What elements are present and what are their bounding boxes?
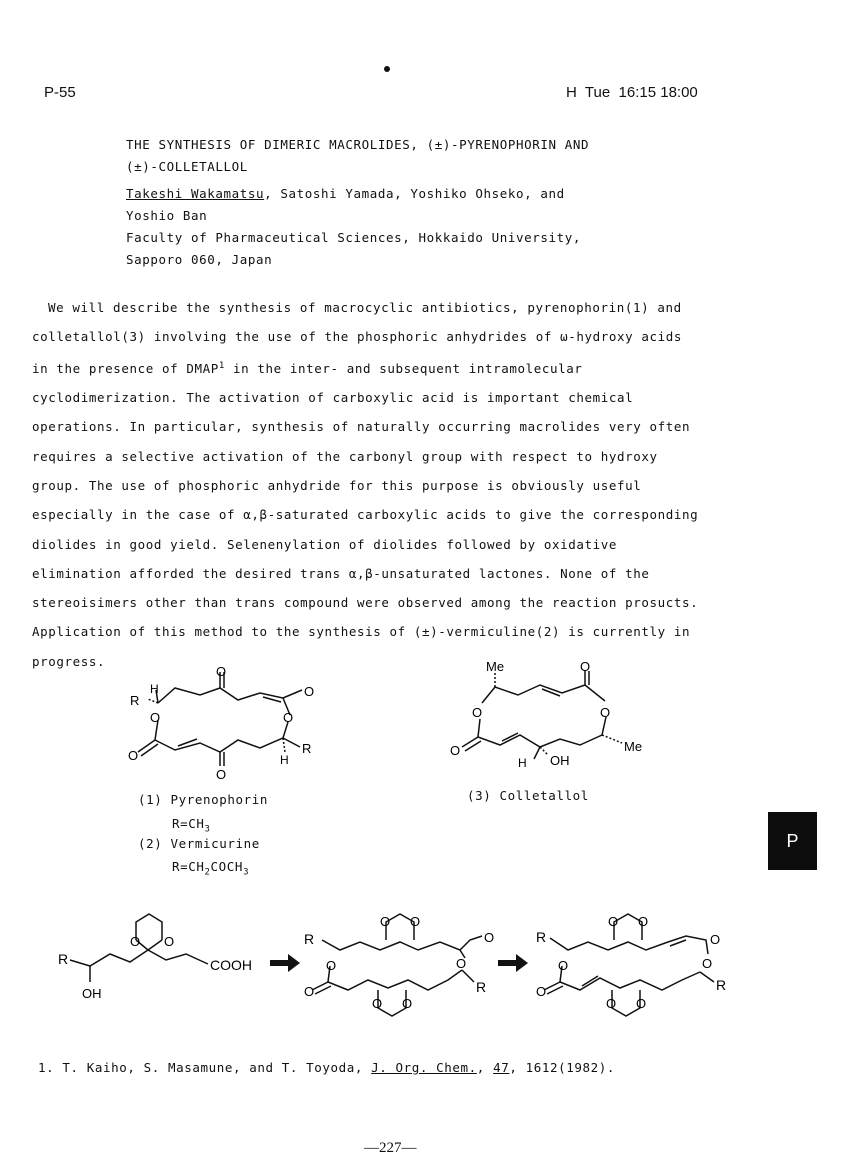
- author-block: [126, 183, 581, 271]
- pyrenophorin-caption: (1) Pyrenophorin: [138, 792, 269, 807]
- title-line-2: (±)-COLLETALLOL: [126, 159, 248, 174]
- ketal-oxygen: O: [402, 996, 413, 1011]
- abstract-line: colletallol(3) involving the use of the phosphoric anhydrides of ω-hydroxy acids: [32, 329, 683, 345]
- section-tab-p: P: [768, 812, 817, 870]
- colletallol-structure: [440, 655, 655, 770]
- affiliation-line-2: Sapporo 060, Japan: [126, 252, 273, 267]
- reference-separator: ,: [476, 1060, 494, 1075]
- ketone-oxygen: O: [216, 767, 227, 782]
- carbonyl-oxygen: O: [710, 932, 721, 947]
- h-label: H: [280, 753, 289, 767]
- hydroxyl-label: OH: [82, 986, 102, 1001]
- ketal-oxygen: O: [606, 996, 617, 1011]
- r-label: R: [304, 931, 315, 947]
- methyl-label: Me: [624, 739, 643, 754]
- subscript: 3: [243, 867, 250, 878]
- author-line-1: [126, 183, 581, 205]
- abstract-line: cyclodimerization. The activation of carboxylic acid is important chemical: [32, 390, 634, 406]
- r-label: R: [716, 977, 727, 993]
- ketal-oxygen: O: [372, 996, 383, 1011]
- ketal-oxygen: O: [380, 914, 391, 929]
- h-label: H: [518, 756, 527, 770]
- reaction-arrow-1: [270, 954, 300, 972]
- subscript: 3: [204, 824, 211, 835]
- ring-oxygen: O: [283, 710, 294, 725]
- abstract-line: group. The use of phosphoric anhydride for this purpose is obviously useful: [32, 477, 642, 493]
- synthesis-scheme: [50, 892, 740, 1032]
- pyrenophorin-r-group: [172, 816, 211, 835]
- methyl-label: Me: [486, 659, 505, 674]
- ring-oxygen: O: [456, 956, 467, 971]
- ketone-oxygen: O: [216, 664, 227, 679]
- r-group-text: R=CH: [172, 816, 205, 831]
- ring-oxygen: O: [472, 705, 483, 720]
- abstract-line: Application of this method to the synthesis of (±)-vermiculine(2) is currently in: [32, 624, 691, 640]
- colletallol-caption: (3) Colletallol: [467, 788, 589, 803]
- author-line-2: Yoshio Ban: [126, 208, 208, 223]
- ring-oxygen: O: [600, 705, 611, 720]
- reaction-arrow-2: [498, 954, 528, 972]
- ketal-oxygen: O: [636, 996, 647, 1011]
- reference-journal: J. Org. Chem.: [371, 1060, 477, 1075]
- abstract-text: in the presence of DMAP: [32, 360, 219, 376]
- reference-volume: 47: [493, 1060, 510, 1075]
- abstract-line: requires a selective activation of the carbonyl group with respect to hydroxy: [32, 448, 658, 464]
- printer-mark: [384, 66, 390, 72]
- abstract-line: [32, 352, 752, 383]
- affiliation-line-1: Faculty of Pharmaceutical Sciences, Hokkaido University,: [126, 230, 582, 245]
- ring-oxygen: O: [326, 958, 337, 973]
- carbonyl-oxygen: O: [128, 748, 139, 763]
- ring-oxygen: O: [150, 710, 161, 725]
- abstract-body: [32, 293, 752, 676]
- page-number: —227—: [364, 1140, 417, 1156]
- carbonyl-oxygen: O: [304, 984, 315, 999]
- footnote-marker: 1: [218, 360, 225, 371]
- coauthors: , Satoshi Yamada, Yoshiko Ohseko, and: [264, 186, 565, 201]
- r-label: R: [130, 693, 140, 708]
- abstract-line: diolides in good yield. Selenenylation of diolides followed by oxidative: [32, 536, 618, 552]
- ketal-oxygen: O: [608, 914, 619, 929]
- r-group-text: R=CH: [172, 859, 205, 874]
- pyrenophorin-structure: [120, 660, 330, 785]
- session-code: P-55: [44, 84, 76, 101]
- session-time: H Tue 16:15 18:00: [566, 84, 698, 101]
- reference-pages: , 1612(1982).: [509, 1060, 615, 1075]
- carbonyl-oxygen: O: [304, 684, 315, 699]
- hydroxyl-label: OH: [550, 753, 570, 768]
- vermicurine-r-group: [172, 859, 249, 878]
- ketal-oxygen: O: [130, 934, 141, 949]
- title-line-1: THE SYNTHESIS OF DIMERIC MACROLIDES, (±)-PYRENOPHORIN AND: [126, 137, 590, 152]
- carbonyl-oxygen: O: [450, 743, 461, 758]
- h-label: H: [150, 682, 159, 696]
- abstract-line: We will describe the synthesis of macrocyclic antibiotics, pyrenophorin(1) and: [48, 300, 682, 315]
- r-group-text: COCH: [210, 859, 244, 874]
- carbonyl-oxygen: O: [484, 930, 495, 945]
- ring-oxygen: O: [702, 956, 713, 971]
- carbonyl-oxygen: O: [536, 984, 547, 999]
- r-label: R: [58, 951, 69, 967]
- r-label: R: [302, 741, 312, 756]
- carbonyl-oxygen: O: [580, 659, 591, 674]
- vermicurine-caption: (2) Vermicurine: [138, 836, 260, 851]
- r-label: R: [536, 929, 547, 945]
- reference-authors: 1. T. Kaiho, S. Masamune, and T. Toyoda,: [38, 1060, 372, 1075]
- abstract-line: progress.: [32, 653, 106, 669]
- ketal-oxygen: O: [638, 914, 649, 929]
- paper-title: [126, 134, 589, 178]
- carboxylic-acid-label: COOH: [210, 957, 252, 973]
- subscript: 2: [204, 867, 211, 878]
- r-label: R: [476, 979, 487, 995]
- reference-1: [38, 1060, 615, 1075]
- abstract-line: especially in the case of α,β-saturated carboxylic acids to give the corresponding: [32, 507, 699, 523]
- ring-oxygen: O: [558, 958, 569, 973]
- abstract-text: in the inter- and subsequent intramolecular: [224, 360, 583, 376]
- abstract-line: elimination afforded the desired trans α,β-unsaturated lactones. None of the: [32, 565, 650, 581]
- presenting-author: Takeshi Wakamatsu: [126, 186, 265, 201]
- ketal-oxygen: O: [164, 934, 175, 949]
- ketal-oxygen: O: [410, 914, 421, 929]
- abstract-line: stereoisimers other than trans compound were observed among the reaction prosucts.: [32, 595, 699, 611]
- abstract-line: operations. In particular, synthesis of naturally occurring macrolides very often: [32, 419, 691, 435]
